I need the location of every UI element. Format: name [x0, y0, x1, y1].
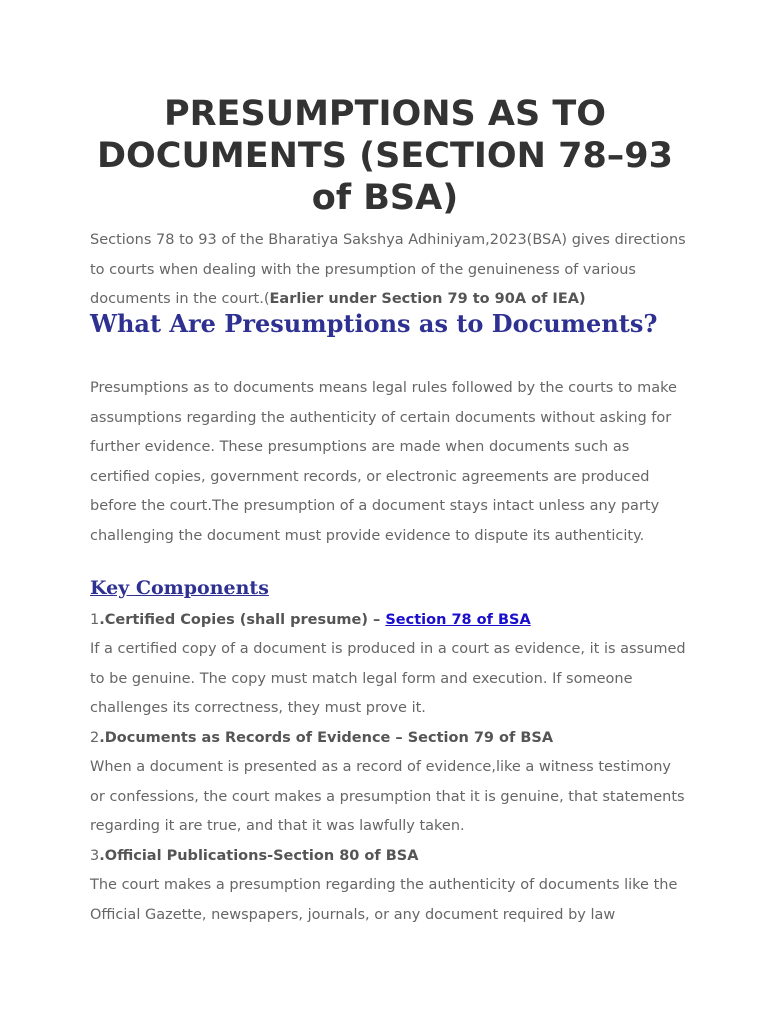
item-3-title: .Official Publications-Section 80 of BSA: [99, 848, 419, 864]
item-3-body: The court makes a presumption regarding the authenticity of documents like the Official Gazette, newspapers, journals, or any document required by law: [90, 877, 678, 923]
item-2-heading: [90, 726, 690, 750]
item-3-number: 3: [90, 848, 100, 864]
section-78-link[interactable]: Section 78 of BSA: [385, 612, 531, 628]
intro-bold-note: Earlier under Section 79 to 90A of IEA): [269, 291, 586, 307]
item-1-body: If a certified copy of a document is produced in a court as evidence, it is assumed to be genuine. The copy must match legal form and execution. If someone challenges its correctness, they must prove it.: [90, 641, 686, 716]
key-components-heading: Key Components: [90, 577, 269, 599]
item-2-title: .Documents as Records of Evidence – Section 79 of BSA: [99, 730, 554, 746]
section-heading: What Are Presumptions as to Documents?: [90, 309, 658, 338]
intro-paragraph: [90, 226, 690, 315]
intro-text: Sections 78 to 93 of the Bharatiya Sakshya Adhiniyam,2023(BSA) gives directions to courts when dealing with the presumption of the genuineness of various documents in the court.(: [90, 232, 686, 307]
item-2-number: 2: [90, 730, 100, 746]
section-body: Presumptions as to documents means legal rules followed by the courts to make assumptions regarding the authenticity of certain documents without asking for further evidence. These presumptions are made when documents such as certified copies, government records, or electronic agreements are produced before the court.The presumption of a document stays intact unless any party challenging the document must provide evidence to dispute its authenticity.: [90, 380, 677, 544]
item-3-heading: [90, 844, 690, 868]
item-1-heading: [90, 608, 690, 632]
item-1-title: .Certified Copies (shall presume) –: [99, 612, 386, 628]
page-title: PRESUMPTIONS AS TO DOCUMENTS (SECTION 78–93 of BSA): [96, 94, 674, 218]
item-2-body: When a document is presented as a record of evidence,like a witness testimony or confessions, the court makes a presumption that it is genuine, that statements regarding it are true, and that it was lawfully taken.: [90, 759, 685, 834]
item-1-number: 1: [90, 612, 100, 628]
